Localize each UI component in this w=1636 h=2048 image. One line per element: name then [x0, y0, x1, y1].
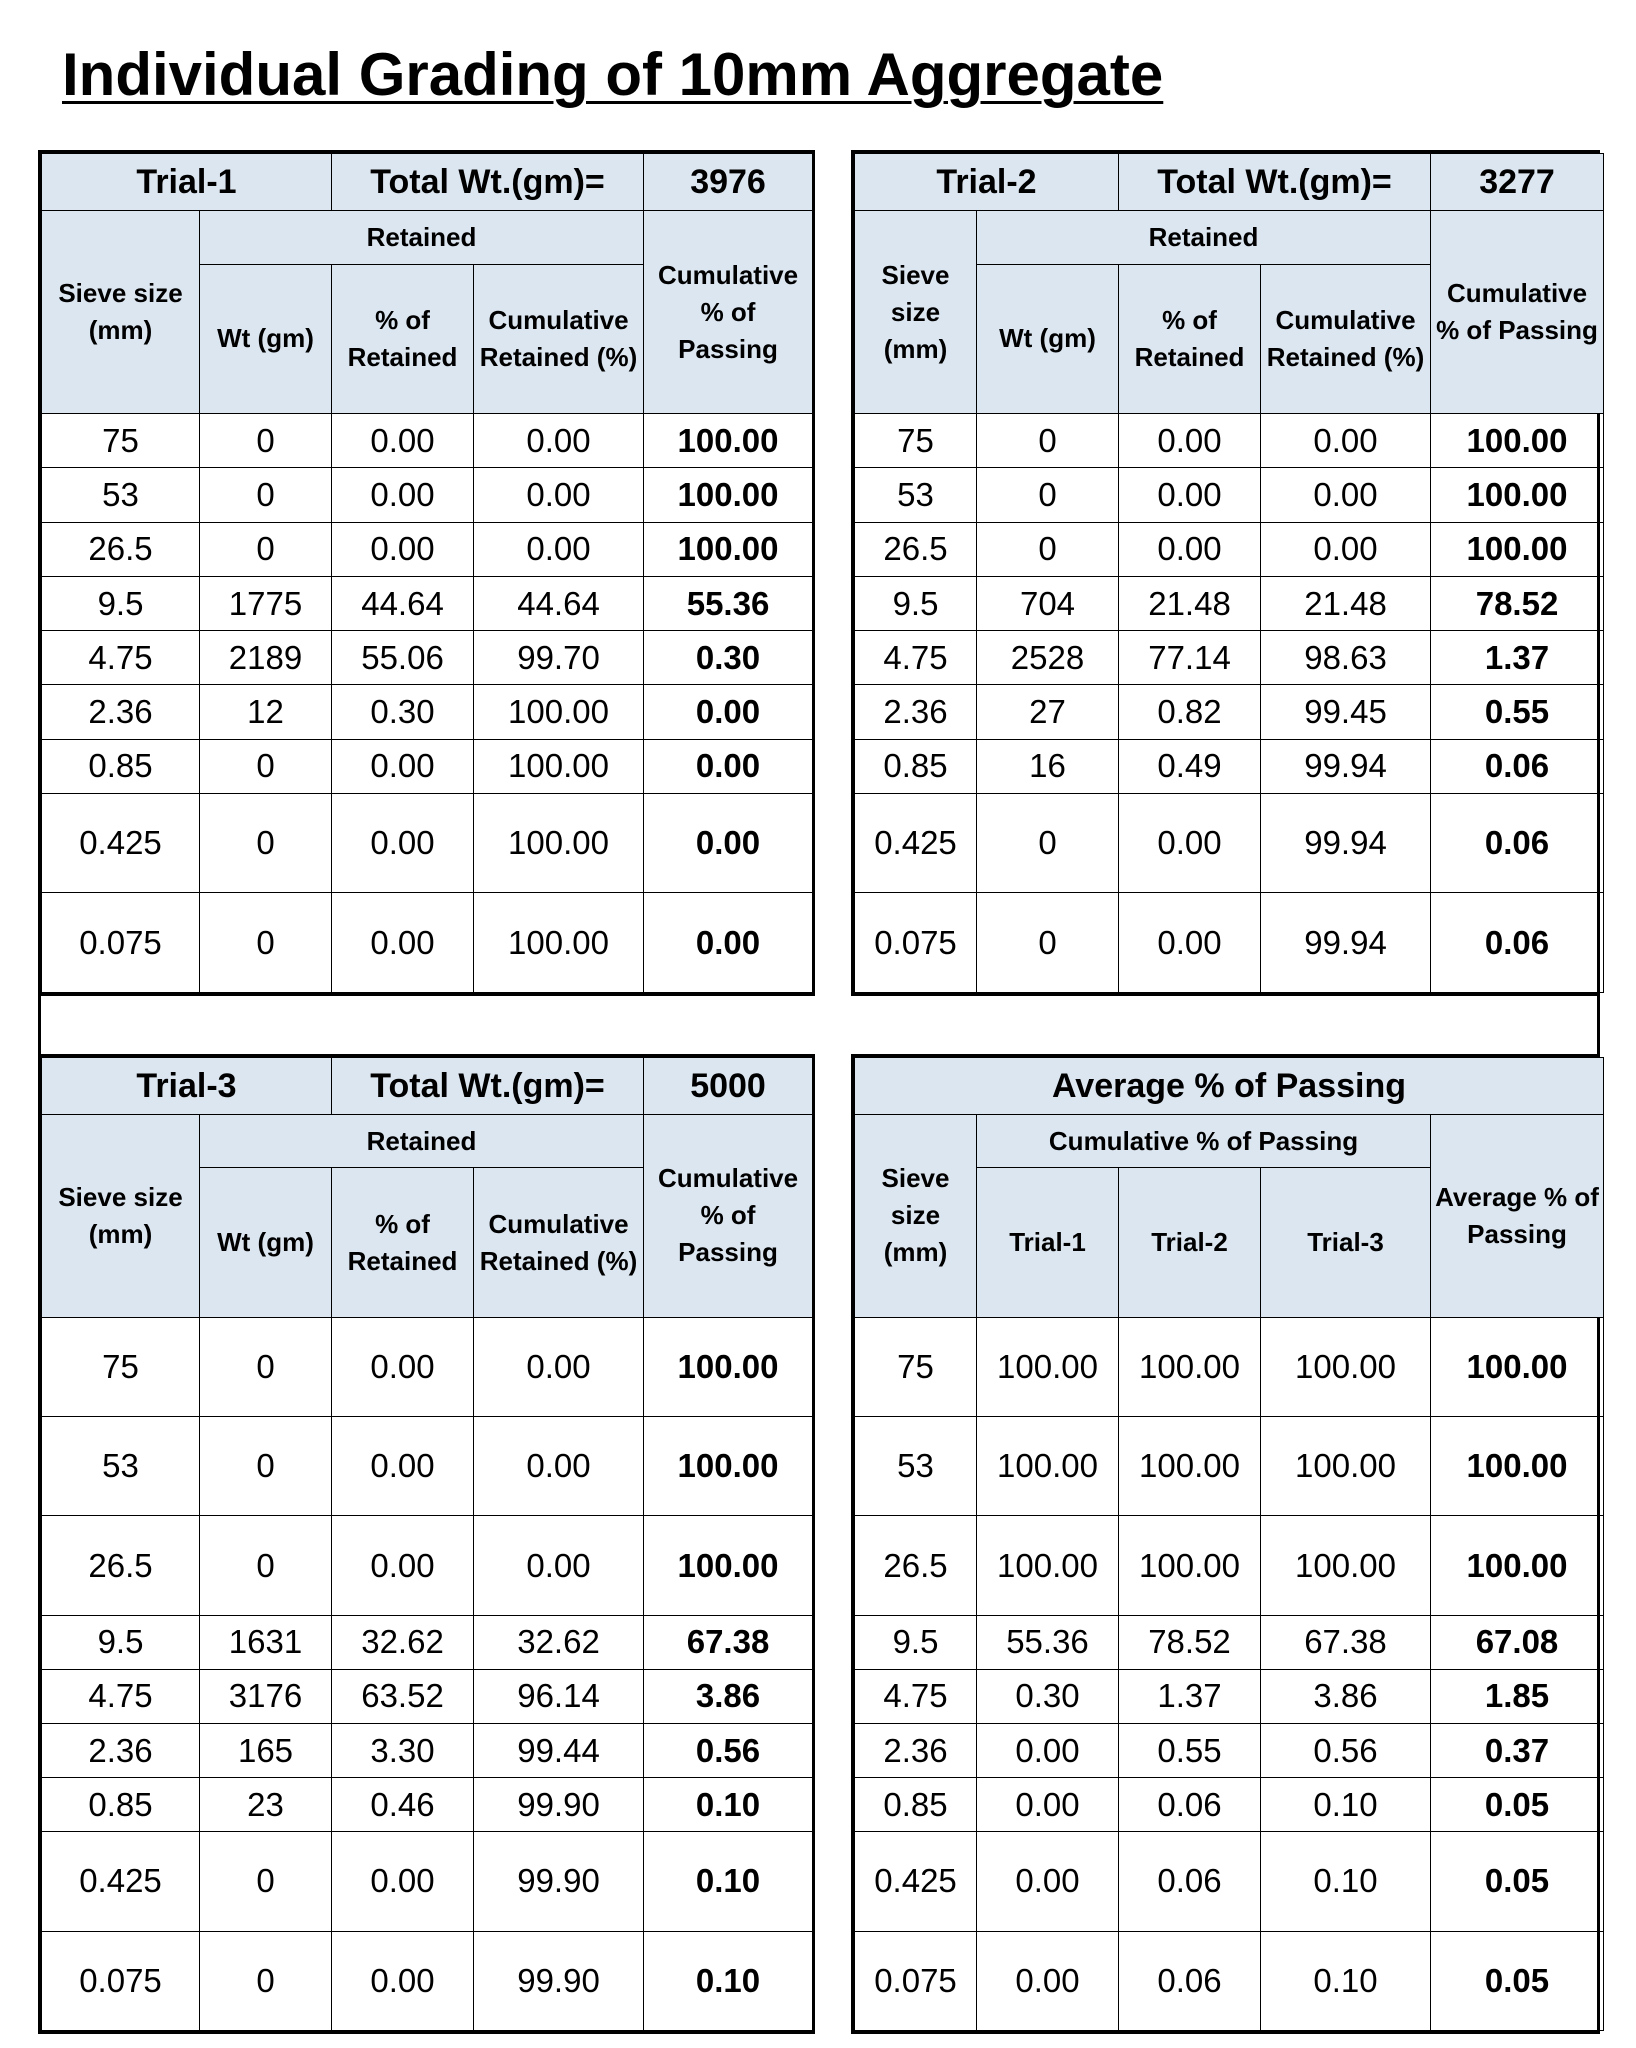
cell-trial-3: 100.00	[1261, 1317, 1431, 1416]
col-pct-retained: % of Retained	[332, 1168, 474, 1317]
cell-wt: 0	[200, 893, 332, 993]
total-weight-value: 5000	[644, 1058, 813, 1115]
average-title: Average % of Passing	[855, 1058, 1604, 1115]
cell-trial-2: 0.06	[1119, 1931, 1261, 2030]
cell-average: 0.05	[1431, 1931, 1604, 2030]
cell-trial-2: 1.37	[1119, 1669, 1261, 1723]
col-cum-retained: Cumulative Retained (%)	[474, 264, 644, 414]
cell-cum-retained: 99.70	[474, 631, 644, 685]
trial-name: Trial-3	[42, 1058, 332, 1115]
sieve-size: 4.75	[42, 1669, 200, 1723]
table-row	[42, 1724, 813, 1778]
sieve-size: 2.36	[855, 1724, 977, 1778]
cell-pct-retained: 0.00	[1119, 793, 1261, 892]
col-group-retained: Retained	[200, 1115, 644, 1168]
cell-cum-retained: 99.44	[474, 1724, 644, 1778]
cell-cum-passing: 100.00	[644, 1516, 813, 1615]
cell-pct-retained: 55.06	[332, 631, 474, 685]
cell-cum-passing: 1.37	[1431, 631, 1604, 685]
col-cum-passing: Cumulative % of Passing	[644, 1115, 813, 1318]
sieve-size: 53	[855, 1417, 977, 1516]
cell-cum-passing: 100.00	[1431, 468, 1604, 522]
col-wt: Wt (gm)	[200, 1168, 332, 1317]
cell-wt: 0	[200, 1417, 332, 1516]
cell-trial-3: 0.56	[1261, 1724, 1431, 1778]
cell-trial-1: 55.36	[977, 1615, 1119, 1669]
average-panel	[851, 1054, 1600, 2034]
col-pct-retained: % of Retained	[1119, 264, 1261, 414]
col-sieve-size: Sieve size (mm)	[42, 211, 200, 414]
cell-trial-1: 0.00	[977, 1724, 1119, 1778]
cell-pct-retained: 0.00	[332, 739, 474, 793]
trial-name: Trial-2	[855, 154, 1119, 211]
cell-pct-retained: 0.00	[332, 1317, 474, 1416]
table-row	[855, 522, 1604, 576]
cell-cum-passing: 0.55	[1431, 685, 1604, 739]
table-row	[855, 1778, 1604, 1832]
cell-wt: 2189	[200, 631, 332, 685]
cell-trial-1: 100.00	[977, 1417, 1119, 1516]
cell-cum-passing: 0.00	[644, 793, 813, 892]
cell-pct-retained: 0.00	[332, 414, 474, 468]
cell-cum-retained: 0.00	[474, 522, 644, 576]
sieve-size: 2.36	[855, 685, 977, 739]
cell-cum-retained: 99.45	[1261, 685, 1431, 739]
page-title: Individual Grading of 10mm Aggregate	[62, 41, 1164, 108]
col-cum-passing: Cumulative % of Passing	[644, 211, 813, 414]
sieve-size: 2.36	[42, 685, 200, 739]
cell-wt: 0	[977, 468, 1119, 522]
trial-2-body	[855, 414, 1604, 993]
sieve-size: 53	[42, 468, 200, 522]
table-row	[42, 414, 813, 468]
cell-trial-1: 100.00	[977, 1317, 1119, 1416]
cell-trial-3: 67.38	[1261, 1615, 1431, 1669]
table-row	[42, 1669, 813, 1723]
cell-cum-passing: 0.56	[644, 1724, 813, 1778]
cell-wt: 0	[200, 1516, 332, 1615]
cell-wt: 2528	[977, 631, 1119, 685]
trial-2-panel	[851, 150, 1600, 996]
cell-pct-retained: 0.00	[332, 893, 474, 993]
cell-pct-retained: 0.00	[332, 468, 474, 522]
table-row	[42, 685, 813, 739]
cell-cum-passing: 0.06	[1431, 739, 1604, 793]
table-row	[855, 1724, 1604, 1778]
col-trial-1: Trial-1	[977, 1168, 1119, 1317]
cell-cum-passing: 0.10	[644, 1931, 813, 2030]
col-sieve-size: Sieve size (mm)	[855, 1115, 977, 1318]
cell-cum-retained: 99.94	[1261, 793, 1431, 892]
sieve-size: 0.425	[42, 793, 200, 892]
sieve-size: 0.075	[42, 893, 200, 993]
cell-wt: 704	[977, 576, 1119, 630]
cell-pct-retained: 0.00	[1119, 414, 1261, 468]
cell-pct-retained: 44.64	[332, 576, 474, 630]
trial-1-body	[42, 414, 813, 993]
cell-average: 100.00	[1431, 1417, 1604, 1516]
col-sieve-size: Sieve size (mm)	[42, 1115, 200, 1318]
cell-wt: 0	[977, 414, 1119, 468]
col-average-passing: Average % of Passing	[1431, 1115, 1604, 1318]
cell-cum-retained: 0.00	[474, 468, 644, 522]
cell-trial-3: 3.86	[1261, 1669, 1431, 1723]
cell-cum-passing: 67.38	[644, 1615, 813, 1669]
table-row	[855, 1317, 1604, 1416]
cell-trial-2: 0.06	[1119, 1778, 1261, 1832]
cell-pct-retained: 0.00	[332, 522, 474, 576]
trial-name: Trial-1	[42, 154, 332, 211]
table-row	[855, 739, 1604, 793]
cell-wt: 0	[200, 1931, 332, 2030]
total-weight-value: 3277	[1431, 154, 1604, 211]
cell-trial-2: 78.52	[1119, 1615, 1261, 1669]
average-body	[855, 1317, 1604, 2030]
table-row	[42, 631, 813, 685]
cell-cum-passing: 100.00	[1431, 414, 1604, 468]
col-group-retained: Retained	[200, 211, 644, 264]
trial-3-body	[42, 1317, 813, 2030]
cell-trial-2: 0.06	[1119, 1832, 1261, 1931]
cell-wt: 3176	[200, 1669, 332, 1723]
cell-pct-retained: 0.46	[332, 1778, 474, 1832]
cell-trial-2: 0.55	[1119, 1724, 1261, 1778]
cell-pct-retained: 3.30	[332, 1724, 474, 1778]
cell-cum-passing: 78.52	[1431, 576, 1604, 630]
table-row	[42, 739, 813, 793]
col-cum-retained: Cumulative Retained (%)	[1261, 264, 1431, 414]
cell-cum-retained: 99.90	[474, 1778, 644, 1832]
cell-wt: 27	[977, 685, 1119, 739]
cell-cum-retained: 0.00	[474, 1417, 644, 1516]
table-row	[855, 1417, 1604, 1516]
cell-trial-3: 0.10	[1261, 1832, 1431, 1931]
cell-trial-3: 100.00	[1261, 1417, 1431, 1516]
cell-average: 0.05	[1431, 1832, 1604, 1931]
average-table	[854, 1057, 1604, 2031]
cell-pct-retained: 0.49	[1119, 739, 1261, 793]
cell-trial-2: 100.00	[1119, 1516, 1261, 1615]
cell-cum-passing: 100.00	[644, 522, 813, 576]
sieve-size: 0.425	[42, 1832, 200, 1931]
sieve-size: 2.36	[42, 1724, 200, 1778]
cell-average: 0.05	[1431, 1778, 1604, 1832]
cell-cum-passing: 0.00	[644, 685, 813, 739]
cell-cum-passing: 0.06	[1431, 893, 1604, 993]
sieve-size: 53	[42, 1417, 200, 1516]
cell-cum-retained: 0.00	[474, 1317, 644, 1416]
table-row	[855, 414, 1604, 468]
col-trial-2: Trial-2	[1119, 1168, 1261, 1317]
cell-cum-retained: 0.00	[474, 1516, 644, 1615]
cell-cum-retained: 21.48	[1261, 576, 1431, 630]
total-weight-label: Total Wt.(gm)=	[332, 154, 644, 211]
spacer-row	[38, 996, 1600, 1054]
col-trial-3: Trial-3	[1261, 1168, 1431, 1317]
trial-1-panel	[38, 150, 815, 996]
cell-pct-retained: 21.48	[1119, 576, 1261, 630]
table-row	[855, 631, 1604, 685]
cell-pct-retained: 0.00	[1119, 522, 1261, 576]
sieve-size: 75	[855, 414, 977, 468]
cell-average: 0.37	[1431, 1724, 1604, 1778]
sieve-size: 0.85	[42, 739, 200, 793]
sieve-size: 0.425	[855, 1832, 977, 1931]
cell-trial-3: 100.00	[1261, 1516, 1431, 1615]
cell-cum-retained: 99.90	[474, 1931, 644, 2030]
cell-pct-retained: 0.00	[332, 1417, 474, 1516]
cell-cum-passing: 0.00	[644, 739, 813, 793]
cell-cum-retained: 0.00	[1261, 522, 1431, 576]
table-row	[42, 1931, 813, 2030]
sieve-size: 4.75	[855, 631, 977, 685]
cell-pct-retained: 0.30	[332, 685, 474, 739]
cell-cum-passing: 3.86	[644, 1669, 813, 1723]
total-weight-value: 3976	[644, 154, 813, 211]
table-row	[855, 685, 1604, 739]
cell-cum-retained: 100.00	[474, 893, 644, 993]
table-row	[855, 1516, 1604, 1615]
cell-cum-passing: 100.00	[644, 1417, 813, 1516]
cell-pct-retained: 0.00	[1119, 468, 1261, 522]
sieve-size: 9.5	[855, 576, 977, 630]
cell-cum-retained: 44.64	[474, 576, 644, 630]
cell-cum-passing: 0.10	[644, 1832, 813, 1931]
table-row	[42, 468, 813, 522]
col-wt: Wt (gm)	[200, 264, 332, 414]
table-row	[42, 1778, 813, 1832]
cell-cum-retained: 0.00	[1261, 468, 1431, 522]
cell-wt: 0	[200, 793, 332, 892]
cell-wt: 165	[200, 1724, 332, 1778]
cell-wt: 0	[977, 893, 1119, 993]
table-row	[42, 793, 813, 892]
cell-trial-1: 0.00	[977, 1931, 1119, 2030]
cell-wt: 1631	[200, 1615, 332, 1669]
sieve-size: 9.5	[42, 576, 200, 630]
table-row	[855, 1669, 1604, 1723]
col-sieve-size: Sieve size (mm)	[855, 211, 977, 414]
trial-1-table	[41, 153, 813, 993]
sieve-size: 0.075	[855, 1931, 977, 2030]
col-group-retained: Retained	[977, 211, 1431, 264]
sieve-size: 0.85	[855, 1778, 977, 1832]
cell-cum-retained: 100.00	[474, 685, 644, 739]
cell-pct-retained: 0.00	[1119, 893, 1261, 993]
cell-cum-retained: 0.00	[1261, 414, 1431, 468]
cell-cum-passing: 100.00	[644, 1317, 813, 1416]
cell-wt: 0	[200, 468, 332, 522]
cell-wt: 0	[977, 793, 1119, 892]
trial-3-table	[41, 1057, 813, 2031]
cell-wt: 0	[200, 1317, 332, 1416]
sieve-size: 26.5	[855, 522, 977, 576]
cell-cum-passing: 55.36	[644, 576, 813, 630]
cell-cum-passing: 100.00	[644, 414, 813, 468]
table-row	[42, 1417, 813, 1516]
cell-trial-1: 100.00	[977, 1516, 1119, 1615]
cell-cum-passing: 0.30	[644, 631, 813, 685]
total-weight-label: Total Wt.(gm)=	[332, 1058, 644, 1115]
sieve-size: 4.75	[42, 631, 200, 685]
cell-wt: 12	[200, 685, 332, 739]
sieve-size: 0.075	[42, 1931, 200, 2030]
table-row	[855, 1832, 1604, 1931]
table-row	[42, 1832, 813, 1931]
table-row	[855, 793, 1604, 892]
cell-trial-2: 100.00	[1119, 1417, 1261, 1516]
cell-cum-retained: 99.90	[474, 1832, 644, 1931]
cell-trial-1: 0.00	[977, 1832, 1119, 1931]
cell-pct-retained: 0.00	[332, 793, 474, 892]
cell-wt: 16	[977, 739, 1119, 793]
cell-average: 67.08	[1431, 1615, 1604, 1669]
col-cum-retained: Cumulative Retained (%)	[474, 1168, 644, 1317]
trial-3-panel	[38, 1054, 815, 2034]
cell-pct-retained: 0.00	[332, 1832, 474, 1931]
trial-2-table	[854, 153, 1604, 993]
table-row	[42, 893, 813, 993]
cell-trial-1: 0.00	[977, 1778, 1119, 1832]
cell-wt: 0	[200, 739, 332, 793]
cell-cum-passing: 100.00	[1431, 522, 1604, 576]
sieve-size: 0.075	[855, 893, 977, 993]
cell-average: 1.85	[1431, 1669, 1604, 1723]
table-row	[42, 522, 813, 576]
sieve-size: 75	[42, 414, 200, 468]
cell-wt: 0	[200, 1832, 332, 1931]
cell-cum-retained: 98.63	[1261, 631, 1431, 685]
cell-cum-retained: 99.94	[1261, 893, 1431, 993]
cell-cum-retained: 0.00	[474, 414, 644, 468]
cell-trial-2: 100.00	[1119, 1317, 1261, 1416]
cell-wt: 0	[977, 522, 1119, 576]
table-row	[855, 576, 1604, 630]
sieve-size: 53	[855, 468, 977, 522]
sieve-size: 9.5	[42, 1615, 200, 1669]
sieve-size: 9.5	[855, 1615, 977, 1669]
cell-cum-passing: 0.10	[644, 1778, 813, 1832]
total-weight-label: Total Wt.(gm)=	[1119, 154, 1431, 211]
cell-trial-1: 0.30	[977, 1669, 1119, 1723]
cell-trial-3: 0.10	[1261, 1778, 1431, 1832]
col-wt: Wt (gm)	[977, 264, 1119, 414]
sieve-size: 26.5	[42, 1516, 200, 1615]
cell-wt: 0	[200, 414, 332, 468]
col-cum-passing: Cumulative % of Passing	[1431, 211, 1604, 414]
cell-trial-3: 0.10	[1261, 1931, 1431, 2030]
sieve-size: 0.425	[855, 793, 977, 892]
sieve-size: 0.85	[42, 1778, 200, 1832]
cell-cum-retained: 100.00	[474, 739, 644, 793]
cell-wt: 1775	[200, 576, 332, 630]
cell-cum-passing: 0.06	[1431, 793, 1604, 892]
cell-average: 100.00	[1431, 1516, 1604, 1615]
cell-average: 100.00	[1431, 1317, 1604, 1416]
cell-cum-passing: 100.00	[644, 468, 813, 522]
table-row	[855, 893, 1604, 993]
cell-cum-retained: 100.00	[474, 793, 644, 892]
cell-pct-retained: 32.62	[332, 1615, 474, 1669]
sieve-size: 26.5	[42, 522, 200, 576]
cell-wt: 0	[200, 522, 332, 576]
table-row	[42, 576, 813, 630]
cell-pct-retained: 63.52	[332, 1669, 474, 1723]
cell-pct-retained: 0.00	[332, 1516, 474, 1615]
col-pct-retained: % of Retained	[332, 264, 474, 414]
cell-cum-retained: 99.94	[1261, 739, 1431, 793]
table-row	[855, 468, 1604, 522]
cell-cum-passing: 0.00	[644, 893, 813, 993]
sieve-size: 75	[42, 1317, 200, 1416]
sieve-size: 4.75	[855, 1669, 977, 1723]
cell-pct-retained: 0.82	[1119, 685, 1261, 739]
sieve-size: 0.85	[855, 739, 977, 793]
cell-cum-retained: 96.14	[474, 1669, 644, 1723]
table-row	[42, 1615, 813, 1669]
sieve-size: 75	[855, 1317, 977, 1416]
table-row	[855, 1615, 1604, 1669]
cell-wt: 23	[200, 1778, 332, 1832]
table-row	[42, 1317, 813, 1416]
col-group-cum-passing: Cumulative % of Passing	[977, 1115, 1431, 1168]
cell-pct-retained: 0.00	[332, 1931, 474, 2030]
sieve-size: 26.5	[855, 1516, 977, 1615]
cell-cum-retained: 32.62	[474, 1615, 644, 1669]
cell-pct-retained: 77.14	[1119, 631, 1261, 685]
table-row	[855, 1931, 1604, 2030]
table-row	[42, 1516, 813, 1615]
